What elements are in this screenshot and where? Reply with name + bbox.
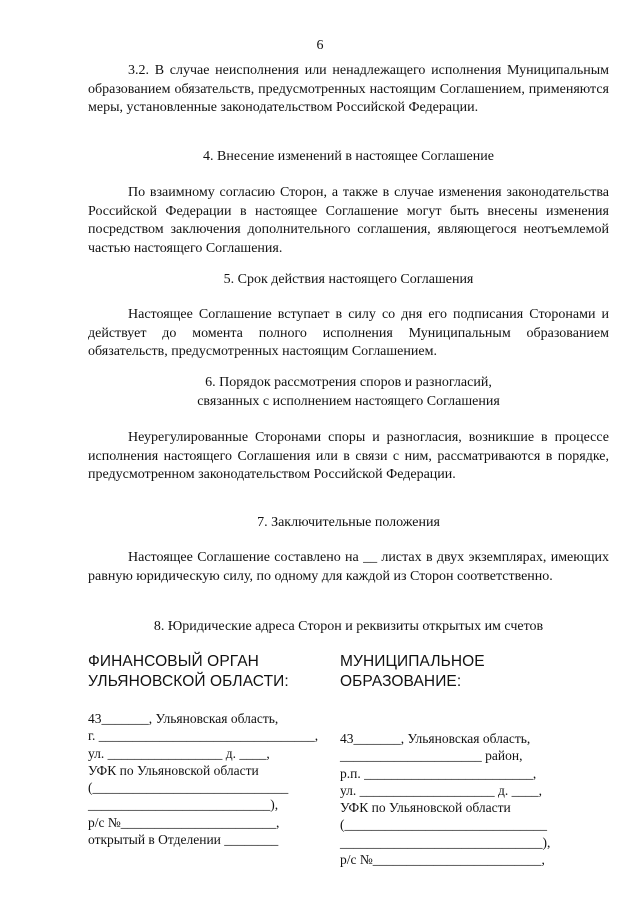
section-6-heading-line1: 6. Порядок рассмотрения споров и разногласий, — [205, 375, 492, 390]
section-5-text: Настоящее Соглашение вступает в силу со дня его подписания Сторонами и действует до момента полного исполнения Муниципальным образованием обязательств, предусмотренных настоящим Соглашением. — [88, 307, 609, 359]
section-8-heading: 8. Юридические адреса Сторон и реквизиты открытых им счетов — [153, 619, 544, 634]
right-field-district: _____________________ район, — [340, 748, 523, 764]
right-field-street: ул. ____________________ д. ____, — [340, 782, 543, 798]
left-field-ufk-name-1: (_____________________________ — [88, 780, 289, 796]
right-field-ufk: УФК по Ульяновской области — [340, 800, 511, 816]
section-5-heading: 5. Срок действия настоящего Соглашения — [223, 272, 474, 287]
paragraph-3-2: 3.2. В случае неисполнения или ненадлежащего исполнения Муниципальным образованием обязательств, предусмотренных настоящим Соглашением, применяются меры, установленные законодательством Российской Федерации. — [88, 63, 609, 115]
left-party-title-line1: ФИНАНСОВЫЙ ОРГАН — [88, 653, 259, 670]
section-7-text: Настоящее Соглашение составлено на __ листах в двух экземплярах, имеющих равную юридическую силу, по одному для каждой из Сторон соответственно. — [88, 550, 609, 584]
left-party-block — [88, 652, 318, 848]
left-field-account: р/с №_______________________, — [88, 814, 280, 830]
section-7-heading: 7. Заключительные положения — [257, 515, 440, 530]
left-field-bank: открытый в Отделении ________ — [88, 832, 279, 848]
left-field-postcode: 43_______, Ульяновская область, — [88, 711, 279, 726]
section-4-heading: 4. Внесение изменений в настоящее Соглашение — [203, 149, 494, 164]
left-field-ufk-name-2: ___________________________), — [88, 797, 279, 813]
left-field-city: г. ________________________________, — [88, 728, 319, 744]
right-field-ufk-name-2: ______________________________), — [340, 834, 551, 850]
right-field-postcode: 43_______, Ульяновская область, — [340, 731, 531, 746]
section-4-text: По взаимному согласию Сторон, а также в случае изменения законодательства Российской Федерации в настоящее Соглашение могут быть внесены изменения посредством заключения дополнительного соглашения, являющегося неотъемлемой частью настоящего Соглашения. — [88, 185, 609, 256]
right-party-title: МУНИЦИПАЛЬНОЕ ОБРАЗОВАНИЕ: — [340, 653, 485, 690]
left-field-ufk: УФК по Ульяновской области — [88, 762, 259, 778]
right-field-ufk-name-1: (______________________________ — [340, 817, 547, 833]
section-6-heading-line2: связанных с исполнением настоящего Соглашения — [197, 394, 500, 409]
right-field-account: р/с №_________________________, — [340, 852, 545, 868]
section-6-text: Неурегулированные Сторонами споры и разногласия, возникшие в процессе исполнения настоящего Соглашения или в связи с ним, рассматриваются в порядке, предусмотренном законодательством Российской Федерации. — [88, 430, 609, 482]
left-party-title-line2: УЛЬЯНОВСКОЙ ОБЛАСТИ: — [88, 673, 289, 690]
page-number: 6 — [316, 38, 324, 53]
left-field-street: ул. _________________ д. ____, — [88, 745, 270, 761]
right-field-settlement: р.п. _________________________, — [340, 765, 537, 781]
right-party-block — [340, 652, 610, 868]
